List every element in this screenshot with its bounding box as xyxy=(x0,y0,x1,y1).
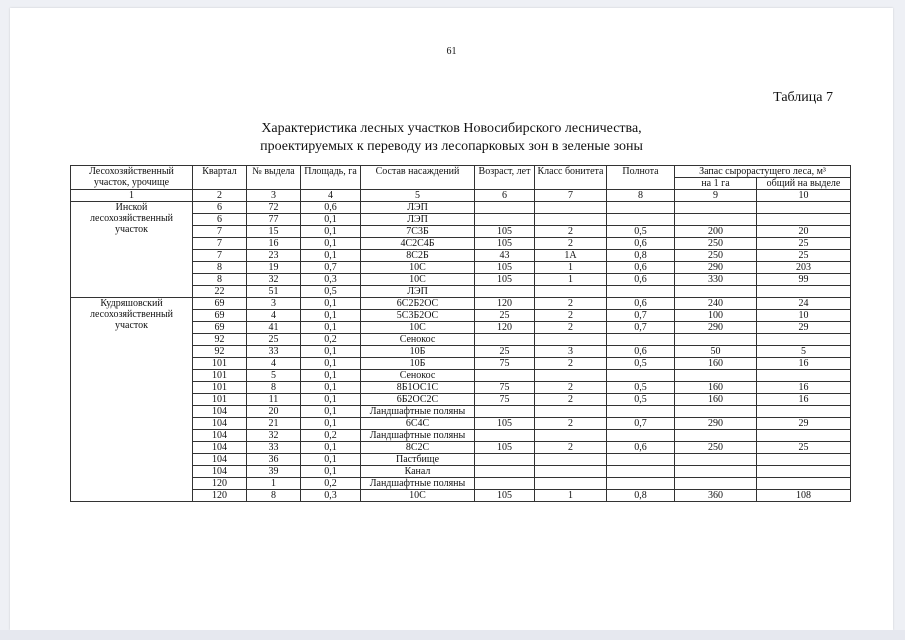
table-cell: ЛЭП xyxy=(361,202,475,214)
table-cell xyxy=(535,286,607,298)
table-cell: 0,2 xyxy=(301,430,361,442)
table-cell: 0,7 xyxy=(607,418,675,430)
table-cell: 51 xyxy=(247,286,301,298)
table-cell: 330 xyxy=(675,274,757,286)
table-cell: 69 xyxy=(193,310,247,322)
table-cell: 104 xyxy=(193,430,247,442)
table-cell: 25 xyxy=(757,250,851,262)
table-cell: 25 xyxy=(757,238,851,250)
table-cell: 25 xyxy=(757,442,851,454)
table-cell: 290 xyxy=(675,322,757,334)
table-cell: 7 xyxy=(193,226,247,238)
table-cell: 25 xyxy=(475,346,535,358)
table-cell: 120 xyxy=(193,490,247,502)
table-cell: 15 xyxy=(247,226,301,238)
table-cell: 50 xyxy=(675,346,757,358)
document-page xyxy=(10,8,893,630)
title-line-2: проектируемых к переводу из лесопарковых зон в зеленые зоны xyxy=(260,139,643,154)
table-cell xyxy=(535,454,607,466)
table-cell: 2 xyxy=(535,298,607,310)
table-cell xyxy=(675,430,757,442)
column-number-cell: 9 xyxy=(675,190,757,202)
table-body xyxy=(71,202,851,502)
table-cell: 0,3 xyxy=(301,490,361,502)
table-cell: 4 xyxy=(247,358,301,370)
table-cell xyxy=(607,454,675,466)
table-cell: 8С2Б xyxy=(361,250,475,262)
table-cell xyxy=(607,370,675,382)
table-cell: 160 xyxy=(675,382,757,394)
table-cell xyxy=(475,214,535,226)
table-cell: 120 xyxy=(475,322,535,334)
column-number-cell: 10 xyxy=(757,190,851,202)
table-cell xyxy=(757,478,851,490)
table-cell: 10С xyxy=(361,274,475,286)
table-cell: 200 xyxy=(675,226,757,238)
table-cell: 6С2Б2ОС xyxy=(361,298,475,310)
table-cell: 3 xyxy=(535,346,607,358)
header-quarter: Квартал xyxy=(193,166,247,190)
table-cell: 16 xyxy=(757,394,851,406)
table-cell: Сенокос xyxy=(361,370,475,382)
table-cell: 2 xyxy=(535,418,607,430)
table-cell: 0,3 xyxy=(301,274,361,286)
table-cell xyxy=(475,286,535,298)
table-cell: 0,1 xyxy=(301,214,361,226)
table-cell: 92 xyxy=(193,334,247,346)
table-cell: 104 xyxy=(193,466,247,478)
column-number-cell: 1 xyxy=(71,190,193,202)
table-cell xyxy=(757,430,851,442)
table-cell: 99 xyxy=(757,274,851,286)
table-cell: 41 xyxy=(247,322,301,334)
table-cell: 0,1 xyxy=(301,238,361,250)
table-cell xyxy=(675,478,757,490)
table-cell: 72 xyxy=(247,202,301,214)
table-cell: 10С xyxy=(361,262,475,274)
table-cell: 32 xyxy=(247,274,301,286)
table-cell: 7С3Б xyxy=(361,226,475,238)
table-cell: 0,1 xyxy=(301,310,361,322)
table-cell: 203 xyxy=(757,262,851,274)
table-cell xyxy=(675,454,757,466)
section-name-cell: Инской лесохозяйственный участок xyxy=(71,202,193,298)
table-cell: 0,1 xyxy=(301,346,361,358)
table-cell xyxy=(757,202,851,214)
title-line-1: Характеристика лесных участков Новосибирского лесничества, xyxy=(261,121,642,136)
table-cell: 290 xyxy=(675,418,757,430)
table-cell: Ландшафтные поляны xyxy=(361,406,475,418)
table-cell: 101 xyxy=(193,358,247,370)
column-number-cell: 8 xyxy=(607,190,675,202)
table-cell: 0,6 xyxy=(607,274,675,286)
table-cell: 23 xyxy=(247,250,301,262)
table-cell xyxy=(535,430,607,442)
table-cell: 101 xyxy=(193,382,247,394)
table-cell: 120 xyxy=(193,478,247,490)
table-cell xyxy=(757,370,851,382)
table-cell: 250 xyxy=(675,250,757,262)
table-cell: 0,1 xyxy=(301,406,361,418)
table-cell: 8 xyxy=(193,274,247,286)
table-cell: 24 xyxy=(757,298,851,310)
table-cell: 2 xyxy=(535,322,607,334)
table-cell: 0,1 xyxy=(301,394,361,406)
table-cell xyxy=(475,334,535,346)
forest-plots-table xyxy=(70,165,851,502)
table-cell: 5 xyxy=(757,346,851,358)
table-cell: 21 xyxy=(247,418,301,430)
table-cell: 0,7 xyxy=(607,310,675,322)
table-cell: Канал xyxy=(361,466,475,478)
table-row xyxy=(71,202,851,214)
table-cell: 0,1 xyxy=(301,466,361,478)
table-row xyxy=(71,298,851,310)
table-cell: ЛЭП xyxy=(361,214,475,226)
table-cell xyxy=(675,334,757,346)
table-cell: 0,8 xyxy=(607,250,675,262)
table-cell: 108 xyxy=(757,490,851,502)
table-cell xyxy=(607,466,675,478)
table-cell: 6Б2ОС2С xyxy=(361,394,475,406)
table-cell xyxy=(675,202,757,214)
table-cell: 0,2 xyxy=(301,334,361,346)
table-cell: 250 xyxy=(675,442,757,454)
table-cell: 5 xyxy=(247,370,301,382)
table-cell: 33 xyxy=(247,442,301,454)
table-cell: 0,5 xyxy=(607,382,675,394)
column-number-cell: 3 xyxy=(247,190,301,202)
table-cell: 5С3Б2ОС xyxy=(361,310,475,322)
table-cell xyxy=(535,214,607,226)
table-cell: 16 xyxy=(247,238,301,250)
table-cell xyxy=(535,202,607,214)
table-cell: 2 xyxy=(535,394,607,406)
table-cell: 16 xyxy=(757,382,851,394)
table-cell: 101 xyxy=(193,370,247,382)
table-cell xyxy=(475,478,535,490)
table-cell: 105 xyxy=(475,490,535,502)
table-cell: 29 xyxy=(757,418,851,430)
table-cell: 105 xyxy=(475,238,535,250)
table-cell: Пастбище xyxy=(361,454,475,466)
table-cell: 7 xyxy=(193,238,247,250)
table-cell: 0,6 xyxy=(607,298,675,310)
header-section: Лесохозяйственный участок, урочище xyxy=(71,166,193,190)
table-cell xyxy=(607,430,675,442)
table-cell xyxy=(757,466,851,478)
column-number-cell: 4 xyxy=(301,190,361,202)
table-cell xyxy=(535,370,607,382)
table-cell: 0,6 xyxy=(607,262,675,274)
table-cell: 0,2 xyxy=(301,478,361,490)
table-cell: 36 xyxy=(247,454,301,466)
table-cell: 75 xyxy=(475,382,535,394)
table-cell: 100 xyxy=(675,310,757,322)
table-cell: 10 xyxy=(757,310,851,322)
table-cell: 6 xyxy=(193,214,247,226)
table-cell: 10Б xyxy=(361,346,475,358)
table-cell: 0,5 xyxy=(607,394,675,406)
page-edge xyxy=(0,630,905,640)
column-number-cell: 5 xyxy=(361,190,475,202)
table-cell: ЛЭП xyxy=(361,286,475,298)
table-cell xyxy=(675,286,757,298)
table-cell: 1 xyxy=(535,262,607,274)
table-cell: 160 xyxy=(675,358,757,370)
table-cell: 0,5 xyxy=(301,286,361,298)
table-cell: 105 xyxy=(475,274,535,286)
table-cell xyxy=(675,214,757,226)
header-composition: Состав насаждений xyxy=(361,166,475,190)
table-cell: 1 xyxy=(247,478,301,490)
table-cell: 1 xyxy=(535,274,607,286)
header-site-class: Класс бонитета xyxy=(535,166,607,190)
table-cell: 0,5 xyxy=(607,226,675,238)
table-cell: Ландшафтные поляны xyxy=(361,478,475,490)
table-cell: 11 xyxy=(247,394,301,406)
table-cell xyxy=(607,286,675,298)
table-cell: 6С4С xyxy=(361,418,475,430)
table-cell: 92 xyxy=(193,346,247,358)
table-cell: 105 xyxy=(475,262,535,274)
header-stock-total: общий на выделе xyxy=(757,178,851,190)
table-cell: 0,1 xyxy=(301,250,361,262)
table-cell: 0,8 xyxy=(607,490,675,502)
table-cell xyxy=(475,454,535,466)
header-age: Возраст, лет xyxy=(475,166,535,190)
section-name-cell: Кудряшовский лесохозяйственный участок xyxy=(71,298,193,502)
table-cell: 2 xyxy=(535,358,607,370)
table-cell: 2 xyxy=(535,442,607,454)
table-cell xyxy=(607,202,675,214)
header-area: Площадь, га xyxy=(301,166,361,190)
table-cell xyxy=(757,454,851,466)
table-cell: 240 xyxy=(675,298,757,310)
table-cell xyxy=(757,334,851,346)
table-cell: 2 xyxy=(535,226,607,238)
table-cell: 3 xyxy=(247,298,301,310)
table-cell: 29 xyxy=(757,322,851,334)
table-cell: 0,6 xyxy=(607,346,675,358)
table-cell: 2 xyxy=(535,310,607,322)
table-header xyxy=(71,166,851,202)
column-number-cell: 7 xyxy=(535,190,607,202)
table-cell: 105 xyxy=(475,418,535,430)
table-cell: 77 xyxy=(247,214,301,226)
column-number-cell: 2 xyxy=(193,190,247,202)
table-cell: 0,1 xyxy=(301,454,361,466)
table-cell: Ландшафтные поляны xyxy=(361,430,475,442)
table-cell: 105 xyxy=(475,226,535,238)
table-cell: Сенокос xyxy=(361,334,475,346)
table-cell: 8 xyxy=(247,490,301,502)
table-cell: 19 xyxy=(247,262,301,274)
table-cell: 10Б xyxy=(361,358,475,370)
table-cell xyxy=(475,370,535,382)
table-cell: 160 xyxy=(675,394,757,406)
table-cell: 2 xyxy=(535,382,607,394)
table-cell: 8Б1ОС1С xyxy=(361,382,475,394)
table-cell: 39 xyxy=(247,466,301,478)
table-cell: 0,1 xyxy=(301,358,361,370)
table-cell xyxy=(475,430,535,442)
table-cell: 75 xyxy=(475,394,535,406)
table-cell: 32 xyxy=(247,430,301,442)
table-cell: 0,7 xyxy=(607,322,675,334)
table-cell: 7 xyxy=(193,250,247,262)
table-cell xyxy=(535,334,607,346)
table-cell: 290 xyxy=(675,262,757,274)
table-cell: 20 xyxy=(757,226,851,238)
table-cell xyxy=(607,214,675,226)
table-cell: 22 xyxy=(193,286,247,298)
table-cell: 75 xyxy=(475,358,535,370)
table-cell xyxy=(675,406,757,418)
table-cell xyxy=(475,466,535,478)
table-cell: 0,1 xyxy=(301,298,361,310)
header-stock-per-ha: на 1 га xyxy=(675,178,757,190)
table-cell xyxy=(607,478,675,490)
table-cell: 105 xyxy=(475,442,535,454)
column-number-row xyxy=(71,190,851,202)
table-cell: 250 xyxy=(675,238,757,250)
table-cell: 8 xyxy=(193,262,247,274)
table-cell: 10С xyxy=(361,322,475,334)
table-cell xyxy=(475,406,535,418)
table-cell xyxy=(675,370,757,382)
table-cell: 10С xyxy=(361,490,475,502)
table-cell: 4 xyxy=(247,310,301,322)
table-cell: 0,6 xyxy=(607,442,675,454)
table-cell xyxy=(535,466,607,478)
table-cell xyxy=(535,478,607,490)
table-cell: 43 xyxy=(475,250,535,262)
table-cell: 0,6 xyxy=(301,202,361,214)
table-cell: 0,1 xyxy=(301,382,361,394)
table-cell: 0,6 xyxy=(607,238,675,250)
table-cell: 104 xyxy=(193,406,247,418)
table-cell: 1 xyxy=(535,490,607,502)
table-cell: 104 xyxy=(193,454,247,466)
table-cell: 69 xyxy=(193,322,247,334)
table-label: Таблица 7 xyxy=(773,90,833,105)
table-cell: 0,7 xyxy=(301,262,361,274)
table-cell: 4С2С4Б xyxy=(361,238,475,250)
table-cell: 0,5 xyxy=(607,358,675,370)
table-cell: 16 xyxy=(757,358,851,370)
table-cell xyxy=(757,286,851,298)
table-cell: 101 xyxy=(193,394,247,406)
table-cell: 25 xyxy=(247,334,301,346)
table-cell: 0,1 xyxy=(301,322,361,334)
column-number-cell: 6 xyxy=(475,190,535,202)
table-cell: 33 xyxy=(247,346,301,358)
table-cell: 0,1 xyxy=(301,418,361,430)
table-cell: 0,1 xyxy=(301,442,361,454)
table-cell: 120 xyxy=(475,298,535,310)
header-stock-group: Запас сырорастущего леса, м³ xyxy=(675,166,851,178)
table-cell: 6 xyxy=(193,202,247,214)
table-cell xyxy=(535,406,607,418)
table-cell: 8 xyxy=(247,382,301,394)
table-cell: 25 xyxy=(475,310,535,322)
header-plot-number: № выдела xyxy=(247,166,301,190)
table-cell xyxy=(675,466,757,478)
table-cell xyxy=(607,406,675,418)
table-cell: 104 xyxy=(193,418,247,430)
table-cell xyxy=(475,202,535,214)
table-cell: 104 xyxy=(193,442,247,454)
table-cell xyxy=(757,406,851,418)
table-cell xyxy=(607,334,675,346)
table-cell: 20 xyxy=(247,406,301,418)
table-cell: 69 xyxy=(193,298,247,310)
page-number: 61 xyxy=(446,46,457,57)
table-cell: 2 xyxy=(535,238,607,250)
table-title xyxy=(10,120,893,156)
table-cell: 0,1 xyxy=(301,370,361,382)
table-cell: 0,1 xyxy=(301,226,361,238)
table-cell: 1А xyxy=(535,250,607,262)
table-cell xyxy=(757,214,851,226)
table-cell: 8С2С xyxy=(361,442,475,454)
table-cell: 360 xyxy=(675,490,757,502)
header-density: Полнота xyxy=(607,166,675,190)
